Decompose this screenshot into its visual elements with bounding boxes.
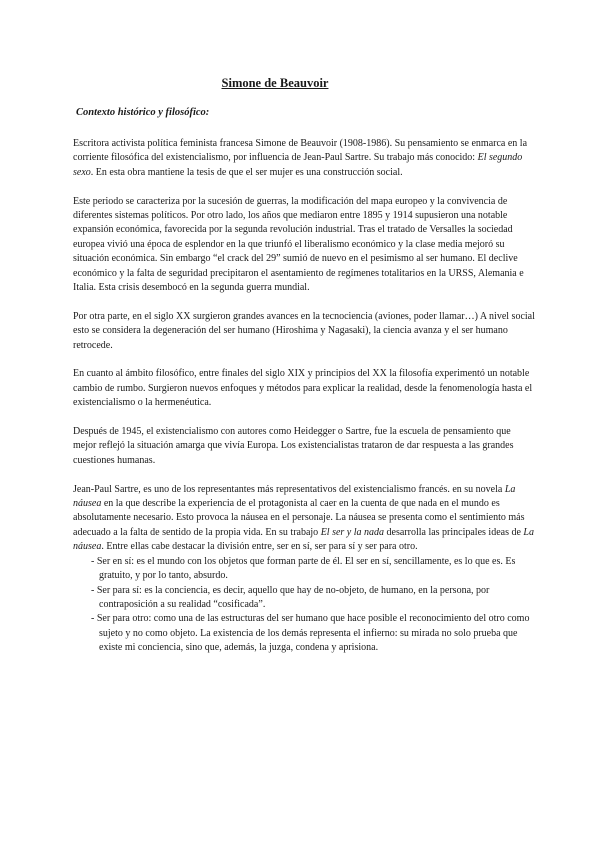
list-item: - Ser para otro: como una de las estructuras del ser humano que hace posible el reconocimiento del otro como sujeto y no como objeto. La existencia de los demás representa el infierno: su mirada no solo prueba que existe mi conciencia, sino que, además, la juzga, condena y aprisiona.: [91, 613, 530, 654]
book-title: La náusea: [73, 526, 534, 553]
document-title: Simone de Beauvoir: [221, 76, 329, 90]
paragraph-technoscience: Por otra parte, en el siglo XX surgieron grandes avances en la tecnociencia (aviones, poder llamar…) A nivel social esto se considera la degeneración del ser humano (Hiroshima y Nagasaki), la ciencia avanza y el ser humano retrocede.: [73, 310, 535, 351]
list-item: - Ser para sí: es la conciencia, es decir, aquello que hay de no-objeto, de humano, en la persona, por contraposición a su realidad “cosificada”.: [91, 584, 490, 610]
book-title: La náusea: [73, 483, 516, 510]
being-types-list: [73, 555, 535, 656]
paragraph-history: Este periodo se caracteriza por la sucesión de guerras, la modificación del mapa europeo y la convivencia de diferentes sistemas políticos. Por otro lado, los años que mediaron entre 1895 y 1914 supusieron una notable expansión económica, favorecida por la segunda revolución industrial. Tras el tratado de Versalles la sociedad europea vivió una época de esplendor en la que triunfó el liberalismo económico y la clase media mejoró su situación económica. Sin embargo “el crack del 29” sumió de nuevo en el pesimismo al ser humano. El declive económico y la falta de seguridad precipitaron el asentamiento de regímenes totalitarios en la URSS, Alemania e Italia. Esta crisis desembocó en la segunda guerra mundial.: [73, 195, 524, 294]
paragraph-sartre: [73, 483, 535, 555]
paragraph-text: desarrolla las principales ideas de: [384, 526, 524, 538]
paragraph-text: . Entre ellas cabe destacar la división entre, ser en sí, ser para sí y ser para otro.: [101, 541, 418, 553]
list-item: - Ser en sí: es el mundo con los objetos que forman parte de él. El ser en sí, sencillamente, es lo que es. Es gratuito, y por lo tanto, absurdo.: [91, 555, 516, 582]
paragraph-philosophy: En cuanto al ámbito filosófico, entre finales del siglo XIX y principios del XX la filosofía experimentó un notable cambio de rumbo. Surgieron nuevos enfoques y métodos para explicar la realidad, desde la fenomenología hasta el existencialismo o la hermenéutica.: [73, 368, 533, 409]
book-title: El segundo sexo: [73, 152, 523, 178]
document-body: [73, 137, 535, 656]
section-heading: Contexto histórico y filosófico:: [76, 107, 210, 118]
paragraph-text: . En esta obra mantiene la tesis de que el ser mujer es una construcción social.: [90, 166, 403, 178]
paragraph-text: en la que describe la experiencia de el protagonista al caer en la cuenta de que nada en el mundo es absolutamente necesario. Esto provoca la náusea en el personaje. La náusea se presenta como el sentimiento más adecuado a la falta de sentido de la propia vida. En su trabajo: [73, 498, 525, 538]
paragraph-text: Escritora activista política feminista francesa Simone de Beauvoir (1908-1986). Su pensamiento se enmarca en la corriente filosófica del existencialismo, por influencia de Jean-Paul Sartre. Su trabajo más conocido:: [73, 138, 528, 164]
paragraph-existentialism: Después de 1945, el existencialismo con autores como Heidegger o Sartre, fue la escuela de pensamiento que mejor reflejó la situación amarga que vivía Europa. Los existencialistas trataron de dar respuesta a las grandes cuestiones humanas.: [73, 426, 514, 466]
paragraph-text: Jean-Paul Sartre, es uno de los representantes más representativos del existencialismo francés. en su novela: [73, 483, 505, 495]
book-title: El ser y la nada: [320, 526, 385, 538]
paragraph-intro: [73, 137, 535, 180]
